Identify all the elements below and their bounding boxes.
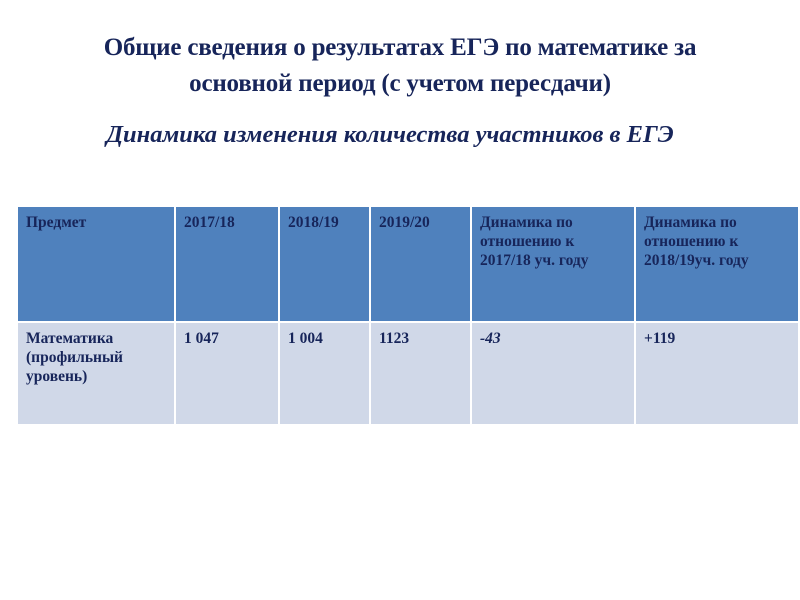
cell-dynamics-vs-2017-18: -43 [471, 322, 635, 425]
participants-table [16, 205, 800, 426]
table-header-row [17, 206, 799, 322]
header-subject: Предмет [17, 206, 175, 322]
slide-subtitle: Динамика изменения количества участников в ЕГЭ [106, 121, 674, 148]
slide-title [0, 30, 800, 102]
cell-2018-19: 1 004 [279, 322, 370, 425]
cell-2019-20: 1123 [370, 322, 471, 425]
cell-subject: Математика (профильный уровень) [17, 322, 175, 425]
title-line-1: Общие сведения о результатах ЕГЭ по математике за [103, 34, 697, 61]
title-line-2: основной период (с учетом пересдачи) [189, 70, 611, 97]
header-2019-20: 2019/20 [370, 206, 471, 322]
header-2018-19: 2018/19 [279, 206, 370, 322]
cell-2017-18: 1 047 [175, 322, 279, 425]
table-row [17, 322, 799, 425]
cell-dynamics-vs-2018-19: +119 [635, 322, 799, 425]
header-2017-18: 2017/18 [175, 206, 279, 322]
header-dynamics-vs-2017-18: Динамика по отношению к 2017/18 уч. году [471, 206, 635, 322]
header-dynamics-vs-2018-19: Динамика по отношению к 2018/19уч. году [635, 206, 799, 322]
